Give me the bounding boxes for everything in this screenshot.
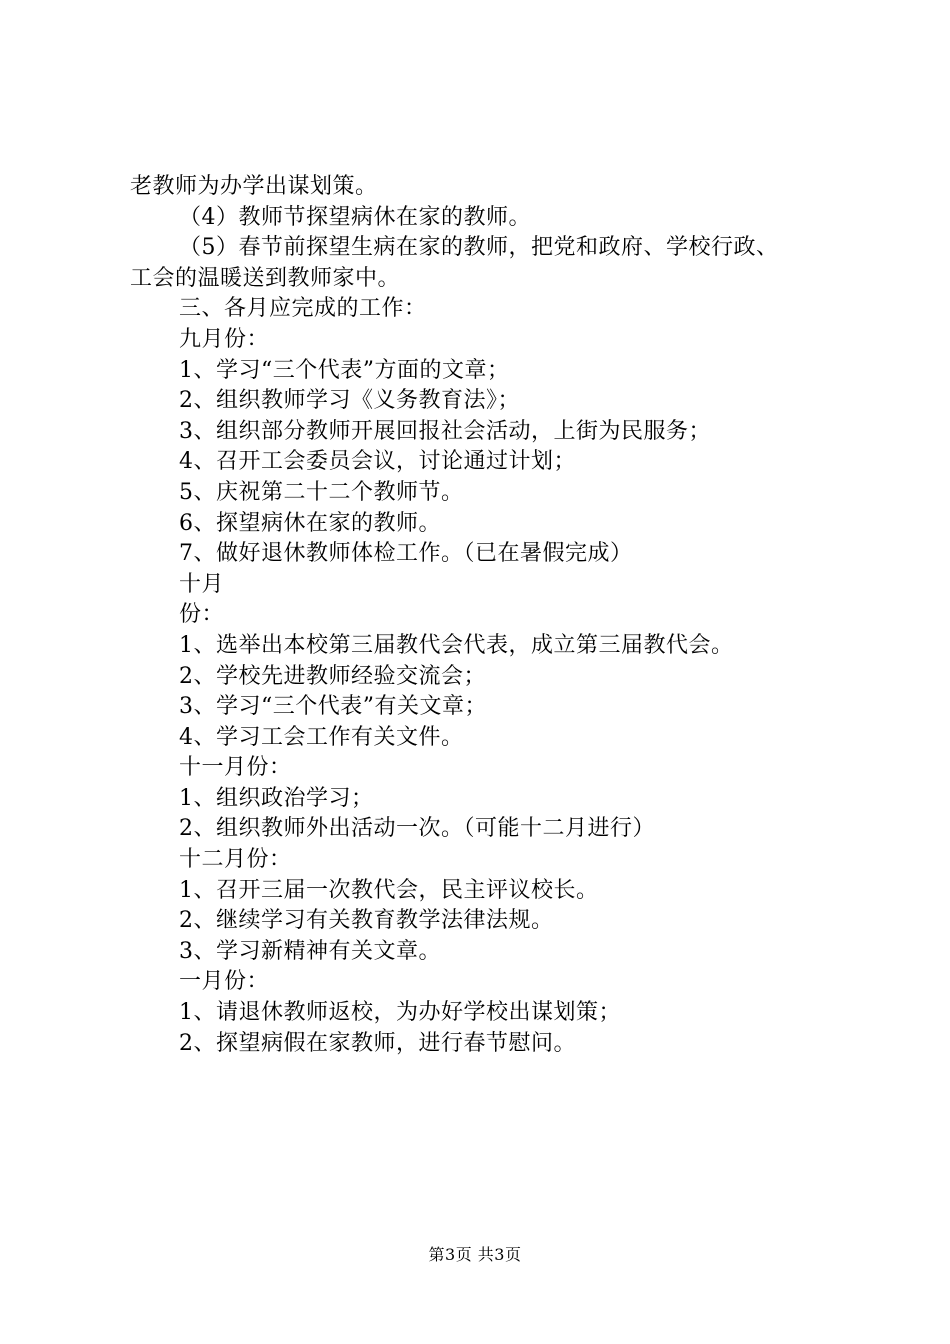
paragraph-line: 工会的温暖送到教师家中。 — [130, 265, 401, 291]
month-heading-november: 十一月份： — [179, 755, 292, 781]
list-item: 3、学习新精神有关文章。 — [179, 938, 441, 964]
list-item: 4、学习工会工作有关文件。 — [179, 724, 464, 750]
paragraph-line: （5）春节前探望生病在家的教师，把党和政府、学校行政、 — [179, 235, 779, 261]
list-item: 1、选举出本校第三届教代会代表，成立第三届教代会。 — [179, 632, 734, 658]
section-heading: 三、各月应完成的工作： — [179, 296, 427, 322]
paragraph-line: 老教师为办学出谋划策。 — [130, 174, 378, 199]
month-heading-september: 九月份： — [179, 326, 270, 352]
month-heading-october-cont: 份： — [179, 602, 225, 628]
month-heading-october: 十月 — [179, 571, 225, 597]
list-item: 2、继续学习有关教育教学法律法规。 — [179, 908, 554, 934]
document-body — [130, 172, 860, 1059]
list-item: 1、请退休教师返校，为办好学校出谋划策； — [179, 1000, 621, 1026]
paragraph-line: （4）教师节探望病休在家的教师。 — [179, 204, 531, 230]
page-footer — [0, 1243, 950, 1267]
list-item: 2、学校先进教师经验交流会； — [179, 663, 486, 689]
list-item: 2、组织教师外出活动一次。（可能十二月进行） — [179, 816, 655, 842]
list-item: 1、召开三届一次教代会，民主评议校长。 — [179, 877, 599, 903]
list-item: 3、学习“三个代表”有关文章； — [179, 694, 487, 720]
month-heading-december: 十二月份： — [179, 847, 292, 873]
page-indicator: 第3页 共3页 — [428, 1245, 522, 1264]
list-item: 5、庆祝第二十二个教师节。 — [179, 479, 464, 505]
list-item: 3、组织部分教师开展回报社会活动，上街为民服务； — [179, 418, 711, 444]
list-item: 7、做好退休教师体检工作。（已在暑假完成） — [179, 541, 633, 567]
list-item: 6、探望病休在家的教师。 — [179, 510, 441, 536]
list-item: 2、组织教师学习《义务教育法》； — [179, 388, 520, 414]
month-heading-january: 一月份： — [179, 969, 270, 995]
list-item: 2、探望病假在家教师，进行春节慰问。 — [179, 1030, 576, 1056]
list-item: 4、召开工会委员会议，讨论通过计划； — [179, 449, 576, 475]
list-item: 1、组织政治学习； — [179, 785, 374, 811]
list-item: 1、学习“三个代表”方面的文章； — [179, 357, 510, 383]
